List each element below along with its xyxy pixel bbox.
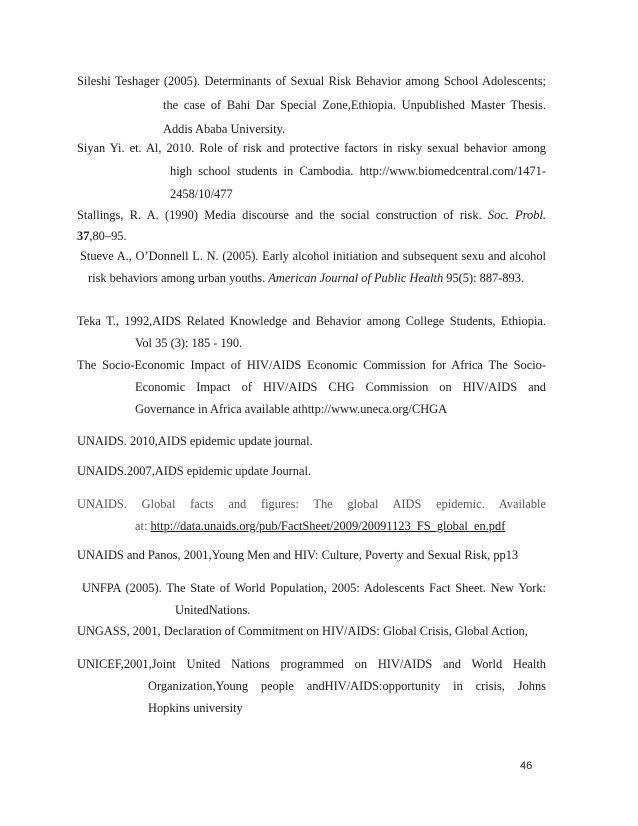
ref-stallings-text: Stallings, R. A. (1990) Media discourse and the social construction of risk.: [77, 208, 482, 222]
ref-stueve-pages: 95(5): 887-893.: [446, 271, 525, 285]
ref-unaidsglobal-link[interactable]: http://data.unaids.org/pub/FactSheet/2009/20091123_FS_global_en.pdf: [150, 519, 506, 533]
ref-stallings-line2: [77, 228, 127, 244]
ref-teshager-line3: Addis Ababa University.: [163, 122, 286, 136]
ref-ungass: UNGASS, 2001, Declaration of Commitment on HIV/AIDS: Global Crisis, Global Action,: [77, 624, 528, 638]
ref-unicef-line1: UNICEF,2001,Joint United Nations programmed on HIV/AIDS and World Health: [77, 657, 546, 671]
ref-unaids2007: UNAIDS.2007,AIDS epidemic update Journal.: [77, 464, 312, 478]
ref-unfpa-line1: UNFPA (2005). The State of World Population, 2005: Adolescents Fact Sheet. New York:: [82, 581, 546, 595]
ref-stueve-line2: [88, 270, 524, 286]
ref-socio-line1: The Socio-Economic Impact of HIV/AIDS Economic Commission for Africa The Socio-: [77, 358, 546, 372]
ref-unfpa-line2: UnitedNations.: [175, 603, 251, 617]
ref-unaidsglobal-line2: [135, 518, 505, 534]
ref-stueve-text: risk behaviors among urban youths.: [88, 271, 266, 285]
ref-teka-line2: Vol 35 (3): 185 - 190.: [135, 336, 243, 350]
ref-unicef-line2: Organization,Young people andHIV/AIDS:opportunity in crisis, Johns: [148, 679, 546, 693]
ref-stueve-journal: American Journal of Public Health: [268, 271, 444, 285]
ref-teshager-line2: the case of Bahi Dar Special Zone,Ethiopia. Unpublished Master Thesis.: [163, 98, 546, 112]
page-number: 46: [520, 760, 533, 772]
ref-unaids2010: UNAIDS. 2010,AIDS epidemic update journal.: [77, 434, 313, 448]
ref-panos: UNAIDS and Panos, 2001,Young Men and HIV: Culture, Poverty and Sexual Risk, pp13: [77, 548, 519, 562]
ref-teka-line1: Teka T., 1992,AIDS Related Knowledge and Behavior among College Students, Ethiopia.: [77, 314, 546, 328]
ref-stallings-line1: [77, 207, 546, 223]
ref-siyan-line3: 2458/10/477: [170, 187, 233, 201]
ref-siyan-line1: Siyan Yi. et. Al, 2010. Role of risk and protective factors in risky sexual behavior among: [77, 141, 546, 155]
ref-siyan-line2: high school students in Cambodia. http://www.biomedcentral.com/1471-: [170, 164, 546, 178]
ref-socio-line2: Economic Impact of HIV/AIDS CHG Commission on HIV/AIDS and: [135, 380, 546, 394]
ref-stallings-pages: ,80–95.: [89, 229, 127, 243]
ref-stueve-line1: Stueve A., O’Donnell L. N. (2005). Early alcohol initiation and subsequent sexu and alcohol: [80, 249, 546, 263]
ref-stallings-volume: 37: [77, 229, 90, 243]
ref-stallings-journal: Soc. Probl.: [487, 208, 546, 222]
ref-socio-line3: Governance in Africa available athttp://www.uneca.org/CHGA: [135, 402, 448, 416]
ref-unaidsglobal-prefix: at:: [135, 519, 148, 533]
ref-teshager-line1: Sileshi Teshager (2005). Determinants of Sexual Risk Behavior among School Adolescents;: [77, 74, 546, 88]
ref-unicef-line3: Hopkins university: [148, 701, 243, 715]
ref-unaidsglobal-line1: UNAIDS. Global facts and figures: The global AIDS epidemic. Available: [77, 497, 546, 511]
